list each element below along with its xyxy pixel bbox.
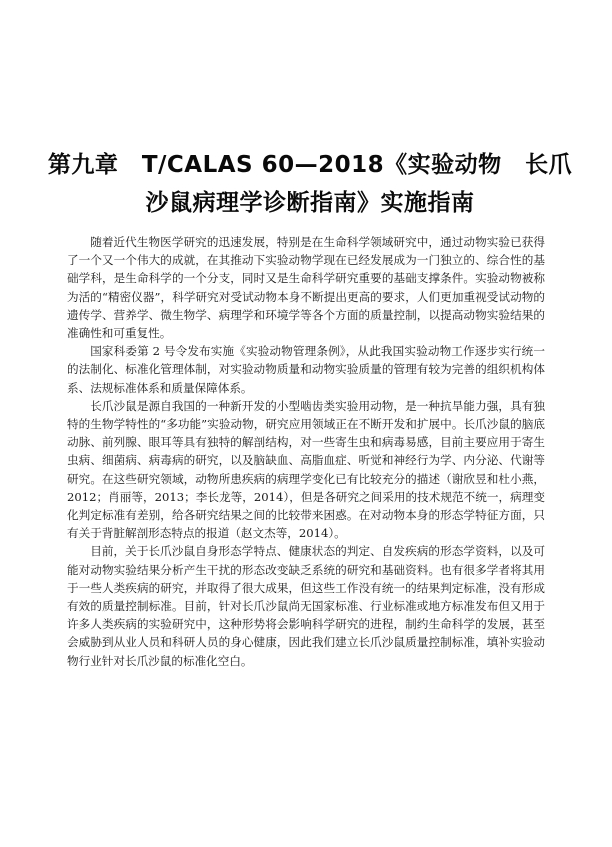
paragraph-regulations: 国家科委第 2 号令发布实施《实验动物管理条例》，从此我国实验动物工作逐步实行统一的法制化、标准化管理体制，对实验动物质量和动物实验质量的管理有较为完善的组织机构体系、法规标准体系和质量保障体系。 (67, 344, 545, 395)
paragraph-intro: 随着近代生物医学研究的迅速发展，特别是在生命科学领域研究中，通过动物实验已获得了一个又一个伟大的成就，在其推动下实验动物学现在已经发展成为一门独立的、综合性的基础学科，是生命科学的一个分支，同时又是生命科学研究重要的基础支撑条件。实验动物被称为活的“精密仪器”，科学研究对受试动物本身不断提出更高的要求，人们更加重视受试动物的遗传学、营养学、微生物学、病理学和环境学等各个方面的质量控制，以提高动物实验结果的准确性和可重复性。 (67, 235, 545, 341)
paragraph-current-status: 目前，关于长爪沙鼠自身形态学特点、健康状态的判定、自发疾病的形态学资料，以及可能对动物实验结果分析产生干扰的形态改变缺乏系统的研究和基础资料。也有很多学者将其用于一些人类疾病的研究，并取得了很大成果，但这些工作没有统一的结果判定标准，没有形成有效的质量控制标准。目前，针对长爪沙鼠尚无国家标准、行业标准或地方标准发布但又用于许多人类疾病的实验研究中，这种形势将会影响科学研究的进程，制约生命科学的发展，甚至会威胁到从业人员和科研人员的身心健康，因此我们建立长爪沙鼠质量控制标准，填补实验动物行业针对长爪沙鼠的标准化空白。 (67, 544, 545, 668)
chapter-title (40, 146, 580, 222)
chapter-title-line-2: 沙鼠病理学诊断指南》实施指南 (145, 190, 475, 216)
paragraph-gerbil-overview: 长爪沙鼠是源自我国的一种新开发的小型啮齿类实验用动物，是一种抗旱能力强，具有独特的生物学特性的“多功能”实验动物，研究应用领域正在不断开发和扩展中。长爪沙鼠的脑底动脉、前列腺、眼耳等具有独特的解剖结构，对一些寄生虫和病毒易感，目前主要应用于寄生虫病、细菌病、病毒病的研究，以及脑缺血、高脂血症、听觉和神经行为学、内分泌、代谢等研究。在这些研究领域，动物所患疾病的病理学变化已有比较充分的描述（谢欣昱和杜小燕，2012；肖丽等，2013；李长龙等，2014），但是各研究之间采用的技术规范不统一，病理变化判定标准有差别，给各研究结果之间的比较带来困惑。在对动物本身的形态学特征方面，只有关于背脏解剖形态特点的报道（赵文杰等，2014）。 (67, 398, 545, 541)
chapter-title-line-1: 第九章 T/CALAS 60—2018《实验动物 长爪 (47, 152, 573, 178)
body-text (67, 233, 545, 670)
